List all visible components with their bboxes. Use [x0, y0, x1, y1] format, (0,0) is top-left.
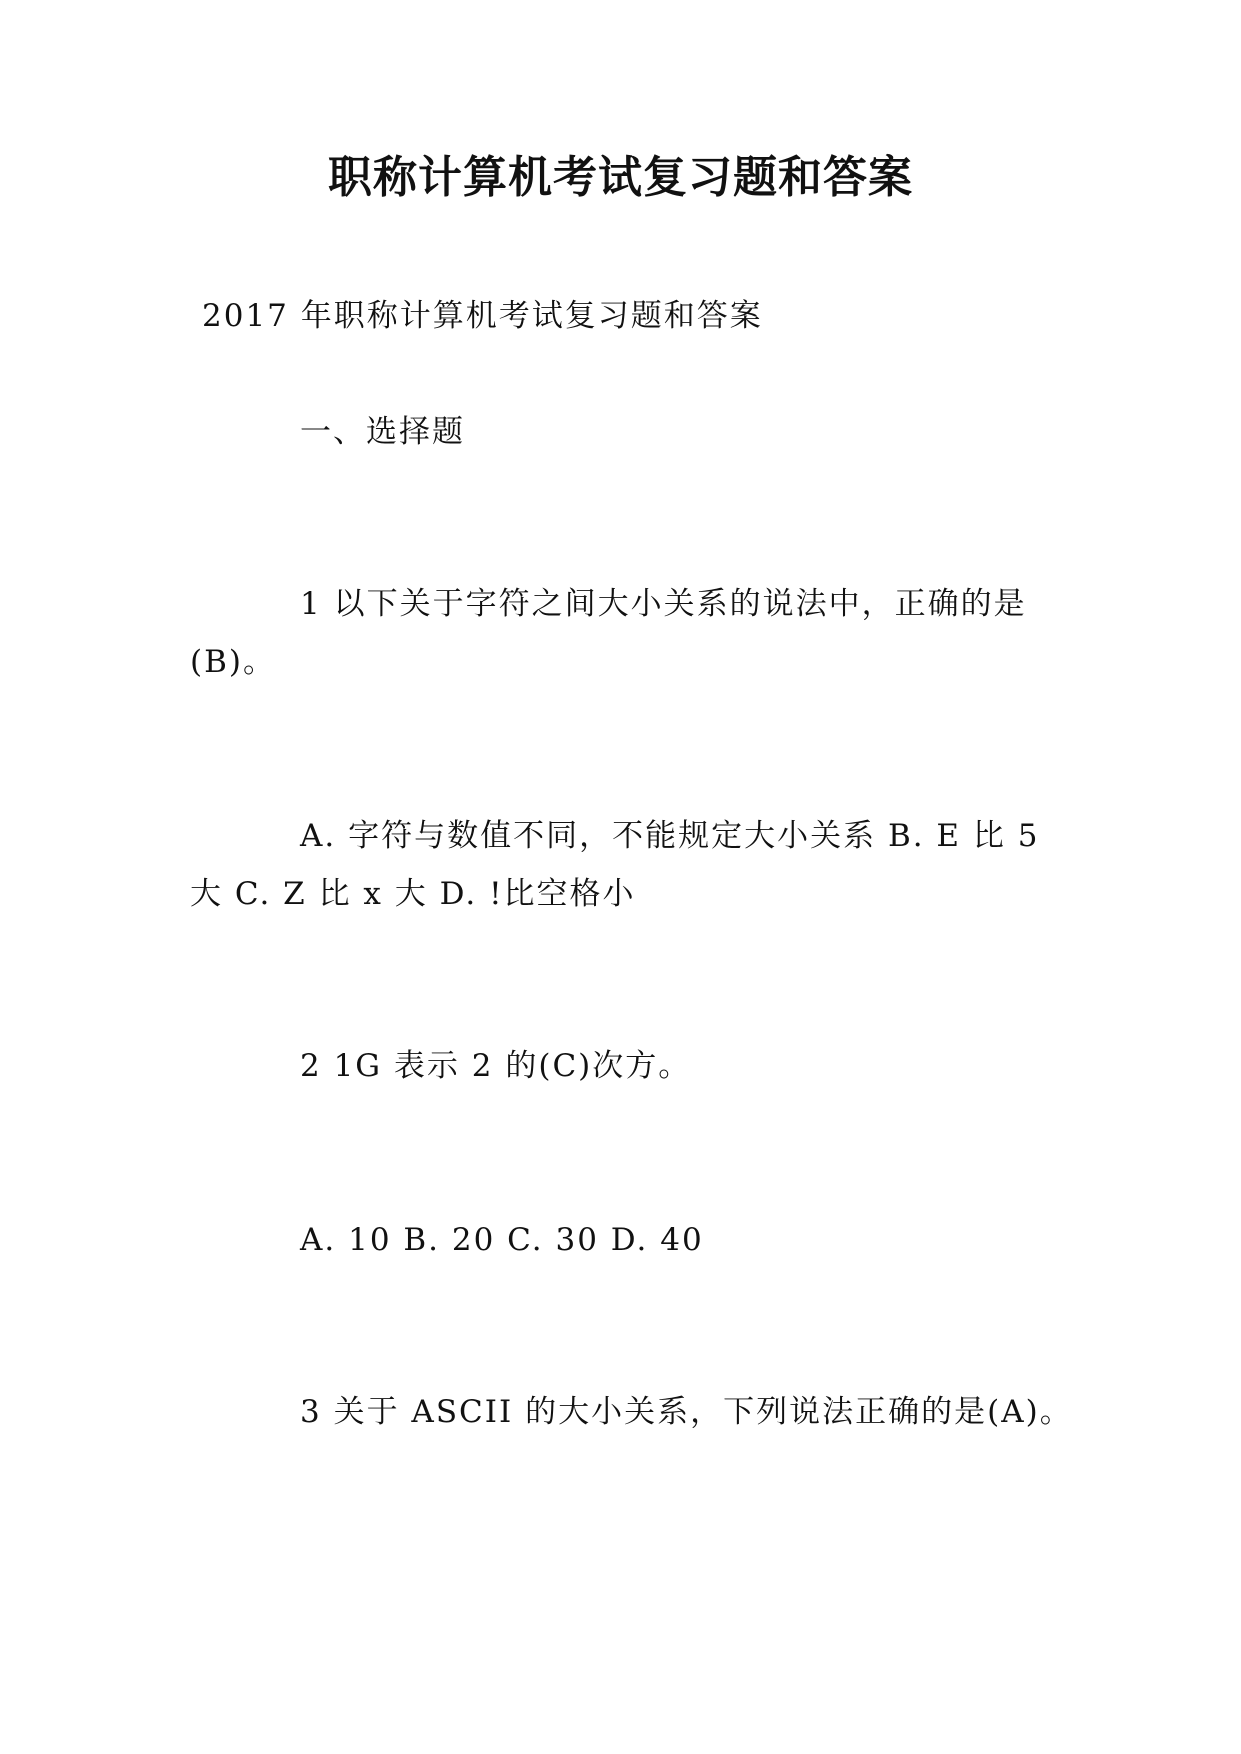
question-3-stem: 3 关于 ASCII 的大小关系，下列说法正确的是(A)。: [300, 1394, 1073, 1430]
question-2-stem: 2 1G 表示 2 的(C)次方。: [300, 1048, 692, 1084]
question-1-options-line-1: A. 字符与数值不同，不能规定大小关系 B. E 比 5: [300, 818, 1040, 854]
question-1-options-line-2: 大 C. Z 比 x 大 D. !比空格小: [190, 876, 636, 912]
question-1-stem-line-1: 1 以下关于字符之间大小关系的说法中，正确的是: [300, 586, 1027, 622]
question-2-options: A. 10 B. 20 C. 30 D. 40: [300, 1222, 704, 1258]
document-title: 职称计算机考试复习题和答案: [328, 152, 913, 203]
question-1-stem-line-2: (B)。: [190, 644, 276, 680]
section-heading: 一、选择题: [300, 414, 465, 450]
document-subtitle: 2017 年职称计算机考试复习题和答案: [202, 298, 763, 334]
